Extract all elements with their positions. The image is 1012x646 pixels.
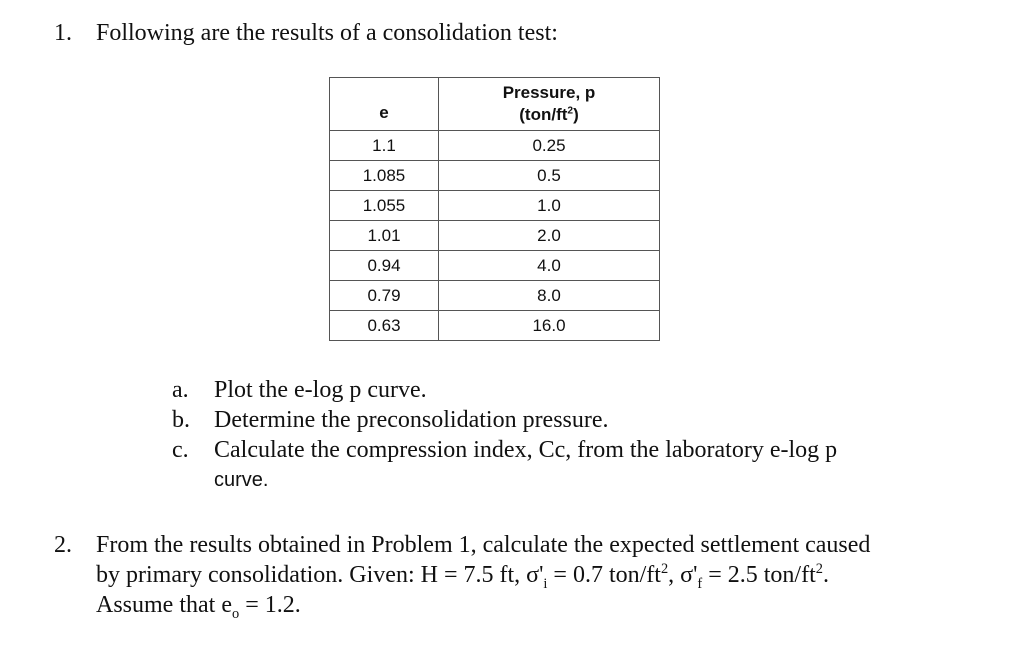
part-label: a. — [172, 377, 189, 403]
list-item — [172, 405, 934, 435]
cell-p: 2.0 — [439, 221, 660, 251]
cell-e: 0.94 — [330, 251, 439, 281]
cell-p: 16.0 — [439, 311, 660, 341]
question-2-line-1: From the results obtained in Problem 1, calculate the expected settlement caused — [96, 532, 871, 558]
cell-p: 1.0 — [439, 191, 660, 221]
question-2 — [54, 530, 994, 620]
table-row — [330, 311, 660, 341]
header-pressure-label: Pressure, p — [502, 83, 596, 102]
part-label: b. — [172, 407, 190, 433]
question-1-intro: Following are the results of a consolidation test: — [96, 20, 558, 46]
part-text-continuation: curve. — [214, 469, 269, 491]
question-2-line-2: by primary consolidation. Given: H = 7.5 ft, $\sigma'_i = 0.7$ ton/$ft^2$, $\sigma'_f = 2.5$ ton/$ft^2$. — [96, 561, 829, 592]
question-2-line-3: Assume that $e_o = 1.2$. — [96, 592, 301, 622]
part-label: c. — [172, 437, 189, 463]
table-header-row — [330, 78, 660, 131]
consolidation-table — [329, 77, 660, 341]
part-text: Calculate the compression index, Cc, from the laboratory e-log p — [214, 437, 838, 463]
cell-e: 0.79 — [330, 281, 439, 311]
question-1-parts — [172, 375, 934, 495]
question-2-number: 2. — [54, 532, 72, 558]
cell-p: 0.25 — [439, 131, 660, 161]
list-item-continuation — [172, 465, 934, 495]
part-text: Determine the preconsolidation pressure. — [214, 407, 609, 433]
table-row — [330, 221, 660, 251]
header-pressure — [439, 78, 660, 131]
cell-p: 4.0 — [439, 251, 660, 281]
question-1 — [54, 18, 558, 48]
table-row — [330, 281, 660, 311]
list-item — [172, 375, 934, 405]
part-text: Plot the e-log p curve. — [214, 377, 427, 403]
cell-e: 1.055 — [330, 191, 439, 221]
table-row — [330, 161, 660, 191]
cell-e: 1.1 — [330, 131, 439, 161]
cell-p: 8.0 — [439, 281, 660, 311]
list-item — [172, 435, 934, 465]
header-void-ratio: e — [330, 78, 439, 131]
table-row — [330, 191, 660, 221]
cell-e: 0.63 — [330, 311, 439, 341]
header-pressure-unit: $(ton/ft^2)$ — [519, 105, 579, 124]
table-row — [330, 251, 660, 281]
cell-e: 1.01 — [330, 221, 439, 251]
cell-p: 0.5 — [439, 161, 660, 191]
table-row — [330, 131, 660, 161]
question-1-number: 1. — [54, 20, 72, 46]
cell-e: 1.085 — [330, 161, 439, 191]
